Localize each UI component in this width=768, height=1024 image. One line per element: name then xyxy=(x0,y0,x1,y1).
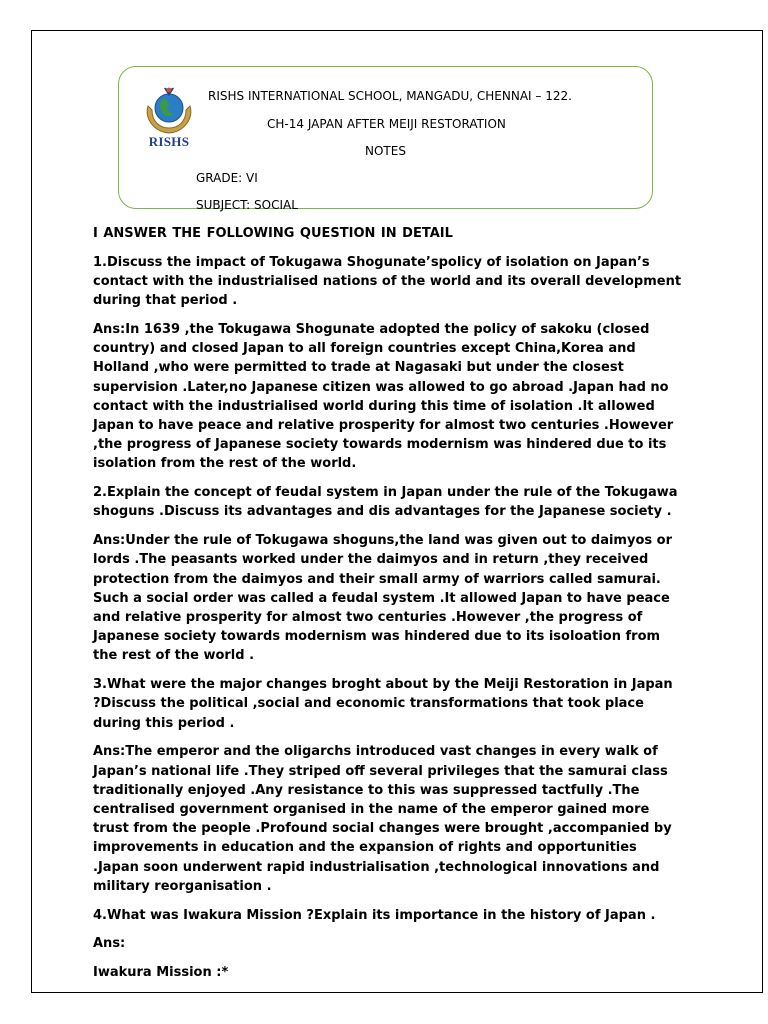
iwakura-mission-label: Iwakura Mission :* xyxy=(93,965,229,981)
answer-1: Ans:In 1639 ,the Tokugawa Shogunate adopted the policy of sakoku (closed country) and closed Japan to all foreign countries except China,Korea and Holland ,who were permitted to trade at Nagasaki but under the closest supervision .Later,no Japanese citizen was allowed to go abroad .Japan had no contact with the industrialised world during this time of isolation .It allowed Japan to have peace and relative prosperity for almost two centuries .However ,the progress of Japanese society towards modernism was hindered due to its isolation from the rest of the world. xyxy=(93,322,674,472)
answer-4: Ans: xyxy=(93,936,126,952)
logo-text: RISHS xyxy=(148,134,190,149)
question-4: 4.What was Iwakura Mission ?Explain its importance in the history of Japan . xyxy=(93,907,656,923)
question-2: 2.Explain the concept of feudal system in Japan under the rule of the Tokugawa shoguns .Discuss its advantages and dis advantages for the Japanese society . xyxy=(93,485,678,520)
subject-label: SUBJECT: SOCIAL xyxy=(196,198,298,212)
globe-hands-icon xyxy=(140,84,198,136)
answer-2: Ans:Under the rule of Tokugawa shoguns,the land was given out to daimyos or lords .The peasants worked under the daimyos and in return ,they received protection from the daimyos and their small army of warriors called samurai. Such a social order was called a feudal system .It allowed Japan to have peace and relative prosperity for almost two centuries .However ,the progress of Japanese society towards modernism was hindered due to its isoloation from the rest of the world . xyxy=(93,533,672,664)
grade-label: GRADE: VI xyxy=(196,171,258,185)
header-box xyxy=(118,66,653,209)
notes-label: NOTES xyxy=(365,144,406,158)
school-name: RISHS INTERNATIONAL SCHOOL, MANGADU, CHENNAI – 122. xyxy=(208,89,572,103)
answer-3: Ans:The emperor and the oligarchs introduced vast changes in every walk of Japan’s national life .They striped off several privileges that the samurai class traditionally enjoyed .Any resistance to this was suppressed tactfully .The centralised government organised in the name of the emperor gained more trust from the people .Profound social changes were brought ,accompanied by improvements in education and the expansion of rights and opportunities .Japan soon underwent rapid industrialisation ,technological innovations and military reorganisation . xyxy=(93,744,672,894)
school-logo xyxy=(140,84,198,152)
document-body xyxy=(93,224,683,992)
question-1: 1.Discuss the impact of Tokugawa Shogunate’spolicy of isolation on Japan’s contact with the industrialised nations of the world and its overall development during that period . xyxy=(93,254,682,309)
section-heading: I ANSWER THE FOLLOWING QUESTION IN DETAIL xyxy=(93,226,453,241)
question-3: 3.What were the major changes broght about by the Meiji Restoration in Japan ?Discuss the political ,social and economic transformations that took place during this period . xyxy=(93,677,673,731)
chapter-title: CH-14 JAPAN AFTER MEIJI RESTORATION xyxy=(267,117,506,131)
